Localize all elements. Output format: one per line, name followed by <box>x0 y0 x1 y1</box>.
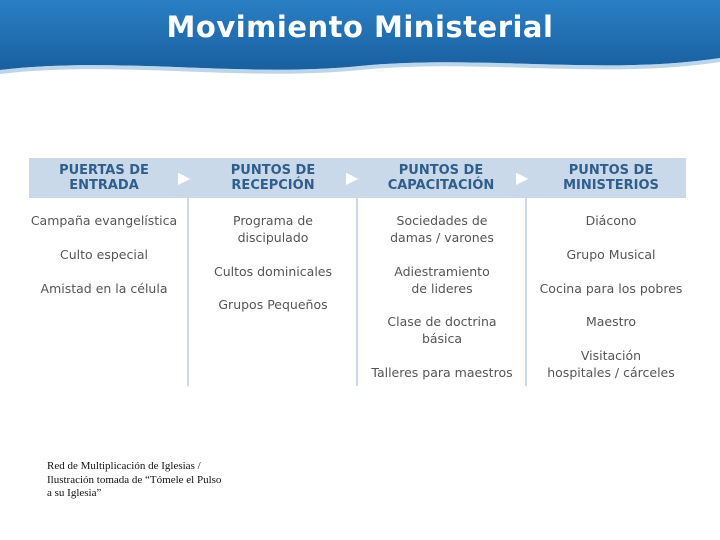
column-header-recepcion: PUNTOS DE RECEPCIÓN <box>230 163 316 193</box>
column-header-capacitacion: PUNTOS DE CAPACITACIÓN <box>387 163 495 193</box>
list-item: Culto especial <box>60 247 148 262</box>
list-item: Campaña evangelística <box>30 213 178 228</box>
arrow-right-icon: ▶ <box>346 168 359 187</box>
list-item: Grupo Musical <box>566 247 656 262</box>
arrow-right-icon: ▶ <box>516 168 529 187</box>
list-item: Sociedades de damas / varones <box>390 213 494 245</box>
list-item: Amistad en la célula <box>40 281 168 296</box>
list-item: Adiestramiento de lideres <box>394 264 490 296</box>
list-item: Programa de discipulado <box>233 213 313 245</box>
list-item: Diácono <box>585 213 637 228</box>
list-item: Grupos Pequeños <box>218 297 328 312</box>
list-item: Cocina para los pobres <box>539 281 683 296</box>
list-item: Maestro <box>585 314 637 329</box>
column-header-ministerios: PUNTOS DE MINISTERIOS <box>563 163 659 193</box>
column-header-puertas: PUERTAS DE ENTRADA <box>59 163 149 193</box>
arrow-right-icon: ▶ <box>178 168 191 187</box>
title-banner <box>0 0 720 80</box>
list-item: Talleres para maestros <box>371 365 513 380</box>
list-item: Clase de doctrina básica <box>387 314 497 346</box>
list-item: Cultos dominicales <box>214 264 332 279</box>
source-caption: Red de Multiplicación de Iglesias / Ilustración tomada de “Tómele el Pulso a su Iglesia” <box>47 460 222 499</box>
list-item: Visitación hospitales / cárceles <box>547 348 675 380</box>
page-title: Movimiento Ministerial <box>166 10 554 44</box>
